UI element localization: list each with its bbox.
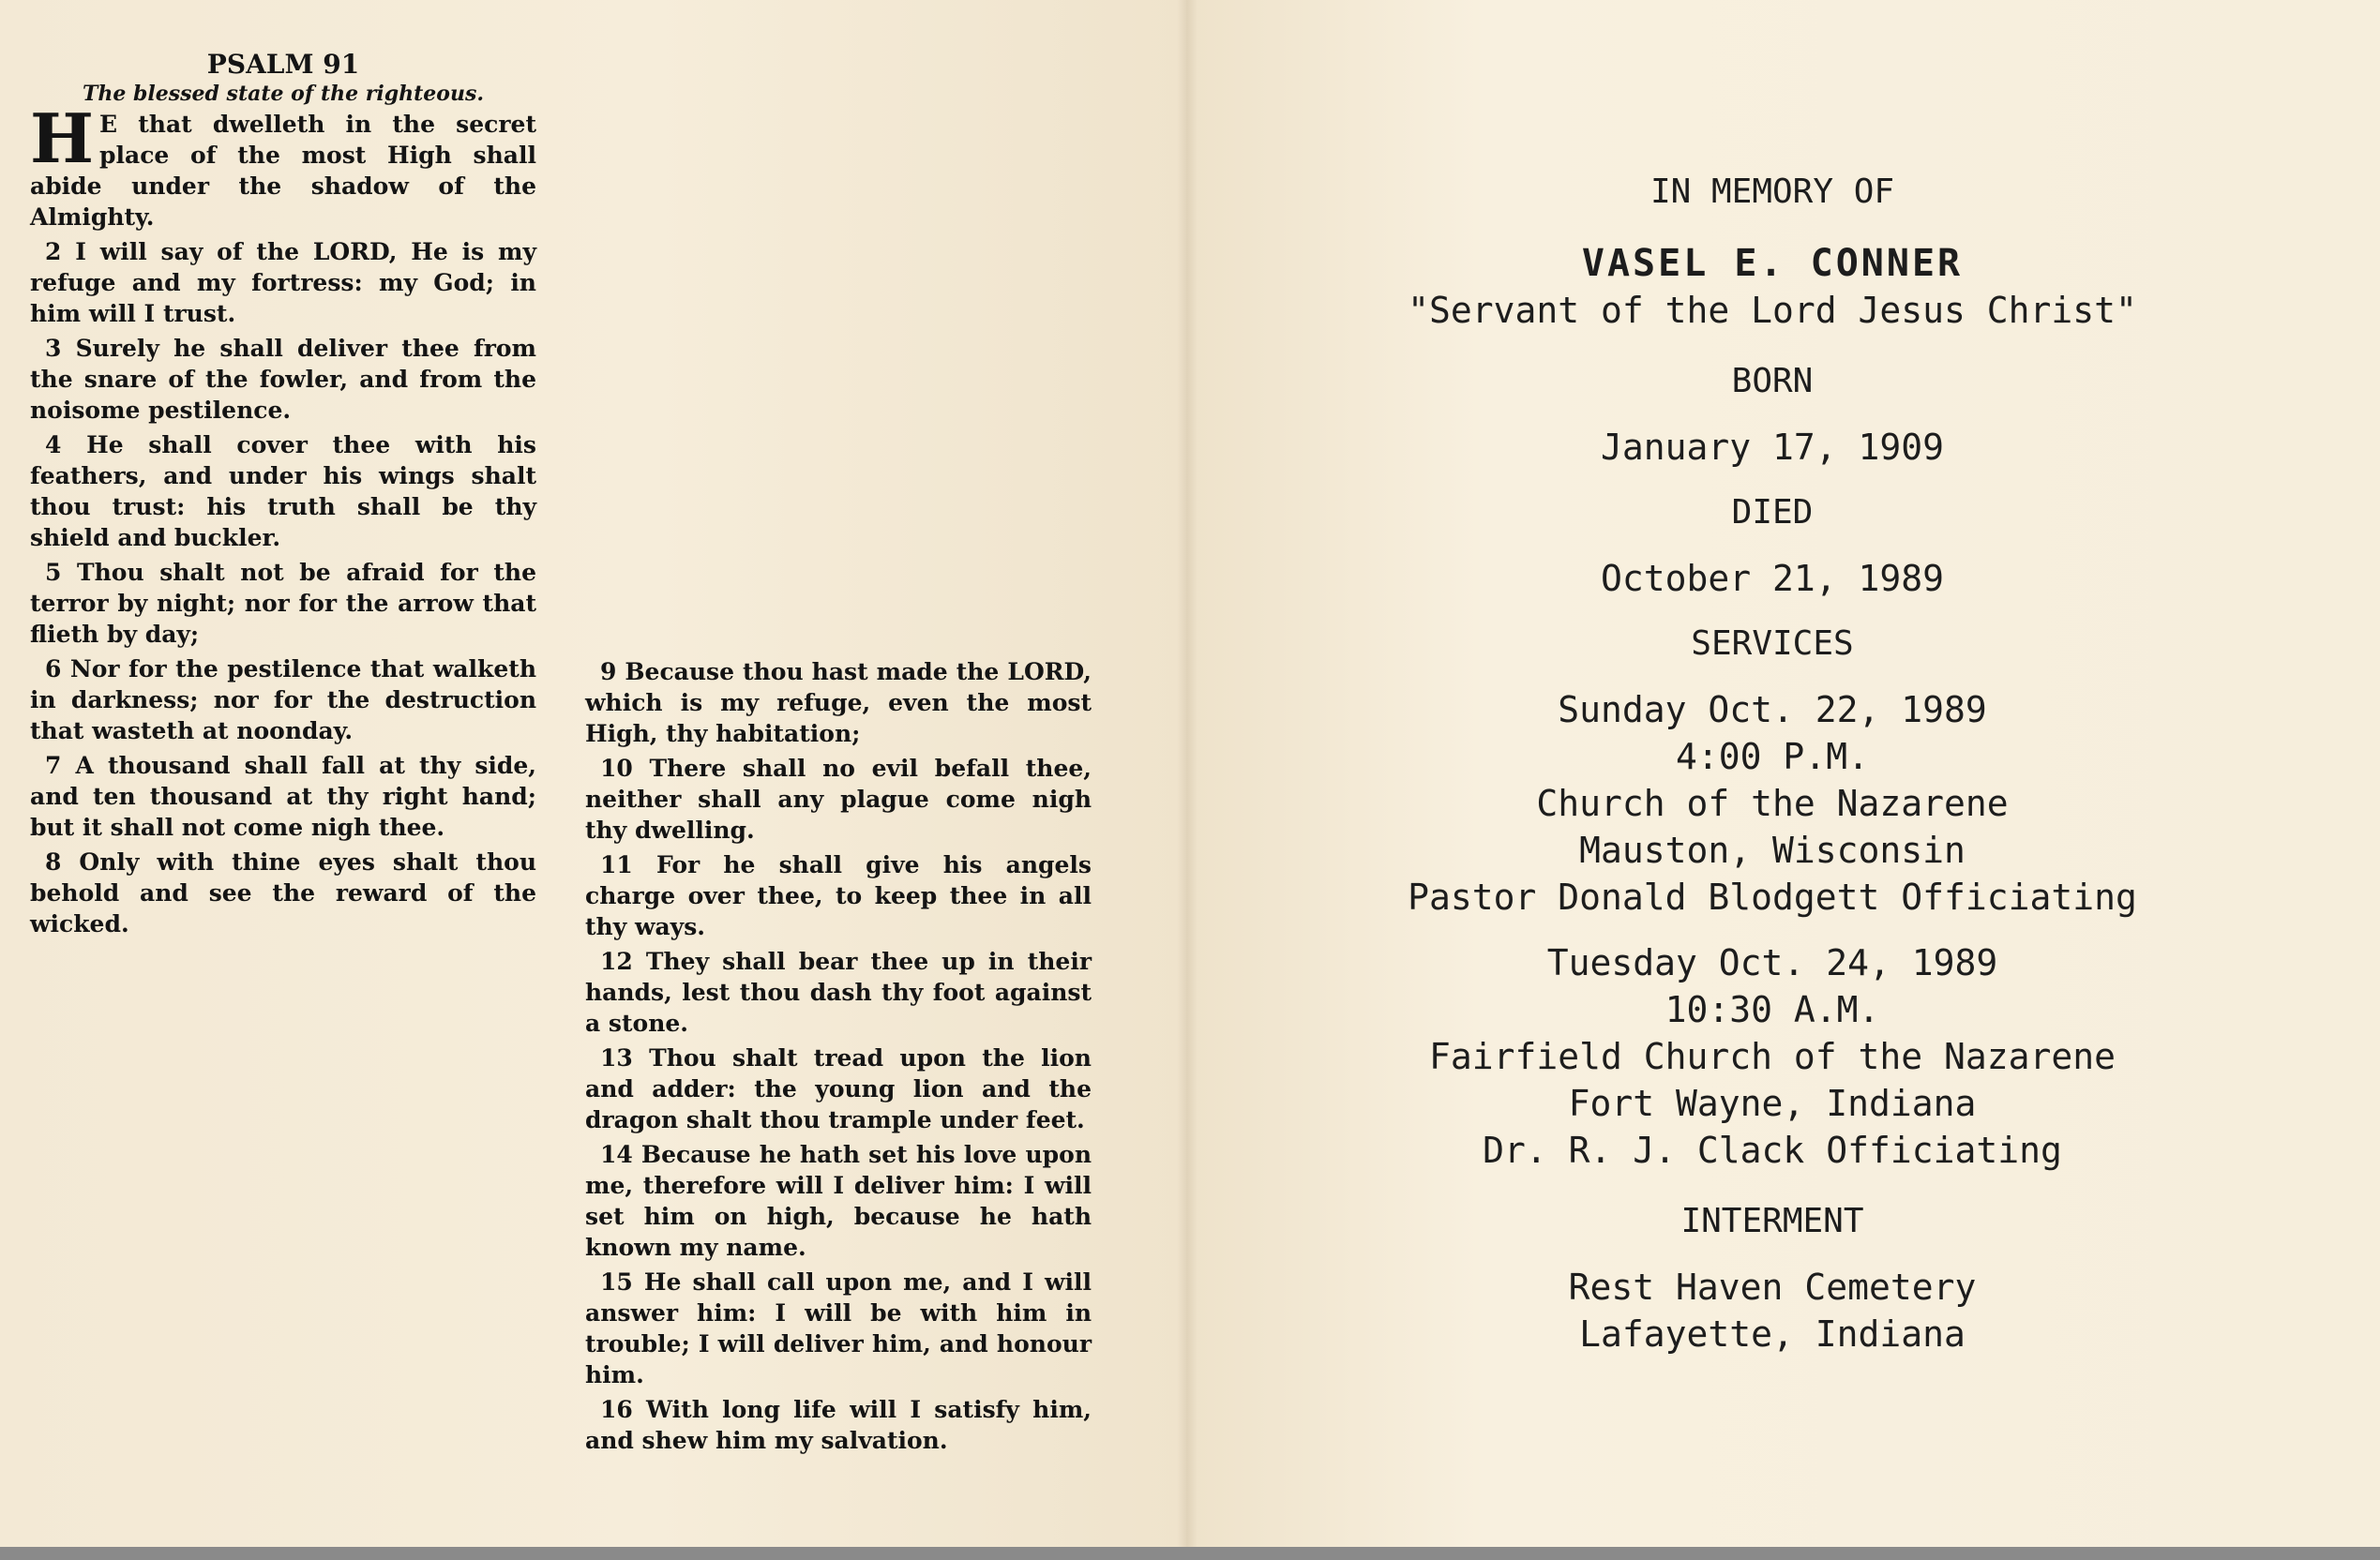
page-fold	[1177, 0, 1198, 1547]
born-date: January 17, 1909	[1600, 427, 1945, 468]
verse-8: 8 Only with thine eyes shalt thou behold and see the reward of the wicked.	[30, 848, 536, 938]
cemetery-city: Lafayette, Indiana	[1579, 1313, 1966, 1355]
service1-officiant: Pastor Donald Blodgett Officiating	[1408, 877, 2137, 918]
died-date: October 21, 1989	[1600, 558, 1945, 599]
cemetery-name: Rest Haven Cemetery	[1568, 1267, 1977, 1308]
verse-1-text: E that dwelleth in the secret place of the most High shall abide under the shadow of the Almighty.	[30, 111, 536, 231]
psalm-column-2	[585, 656, 1092, 1460]
verse-16: 16 With long life will I satisfy him, and shew him my salvation.	[585, 1396, 1092, 1454]
service2-place: Fairfield Church of the Nazarene	[1428, 1036, 2116, 1077]
born-label: BORN	[1731, 362, 1814, 400]
verse-11: 11 For he shall give his angels charge over thee, to keep thee in all thy ways.	[585, 851, 1092, 940]
service1-time: 4:00 P.M.	[1676, 736, 1869, 777]
psalm-column-1	[30, 49, 536, 943]
service1-city: Mauston, Wisconsin	[1579, 830, 1966, 871]
verse-14: 14 Because he hath set his love upon me, therefore will I deliver him: I will set him on high, because he hath known my name.	[585, 1141, 1092, 1261]
verse-2: 2 I will say of the LORD, He is my refuge and my fortress: my God; in him will I trust.	[30, 238, 536, 327]
verse-10: 10 There shall no evil befall thee, neither shall any plague come nigh thy dwelling.	[585, 755, 1092, 844]
verse-13: 13 Thou shalt tread upon the lion and adder: the young lion and the dragon shalt thou trample under feet.	[585, 1044, 1092, 1133]
verse-7: 7 A thousand shall fall at thy side, and ten thousand at thy right hand; but it shall not come nigh thee.	[30, 752, 536, 841]
service2-date: Tuesday Oct. 24, 1989	[1546, 942, 1998, 983]
service2-officiant: Dr. R. J. Clack Officiating	[1483, 1130, 2062, 1171]
memorial-details	[1294, 169, 2251, 1358]
verse-1	[30, 98, 536, 232]
psalm-title: PSALM 91	[206, 49, 360, 80]
interment-label: INTERMENT	[1680, 1202, 1864, 1240]
died-label: DIED	[1731, 493, 1814, 532]
verse-3: 3 Surely he shall deliver thee from the snare of the fowler, and from the noisome pestilence.	[30, 335, 536, 424]
verse-5: 5 Thou shalt not be afraid for the terror by night; nor for the arrow that flieth by day;	[30, 559, 536, 648]
psalm-subtitle: The blessed state of the righteous.	[82, 82, 484, 106]
epithet: "Servant of the Lord Jesus Christ"	[1408, 290, 2137, 331]
drop-cap: H	[30, 98, 95, 178]
service1-place: Church of the Nazarene	[1536, 783, 2009, 824]
service2-city: Fort Wayne, Indiana	[1568, 1083, 1977, 1124]
verse-4: 4 He shall cover thee with his feathers, and under his wings shalt thou trust: his truth shall be thy shield and buckler.	[30, 431, 536, 551]
deceased-name: VASEL E. CONNER	[1581, 242, 1964, 285]
scan-bottom-edge	[0, 1547, 2380, 1560]
verse-6: 6 Nor for the pestilence that walketh in darkness; nor for the destruction that wasteth at noonday.	[30, 655, 536, 744]
verse-9: 9 Because thou hast made the LORD, which is my refuge, even the most High, thy habitation;	[585, 658, 1092, 747]
services-label: SERVICES	[1691, 624, 1854, 663]
verse-15: 15 He shall call upon me, and I will answer him: I will be with him in trouble; I will deliver him, and honour him.	[585, 1268, 1092, 1388]
in-memory-heading: IN MEMORY OF	[1649, 172, 1895, 211]
verse-12: 12 They shall bear thee up in their hands, lest thou dash thy foot against a stone.	[585, 948, 1092, 1037]
service1-date: Sunday Oct. 22, 1989	[1558, 689, 1987, 730]
service2-time: 10:30 A.M.	[1664, 989, 1880, 1030]
